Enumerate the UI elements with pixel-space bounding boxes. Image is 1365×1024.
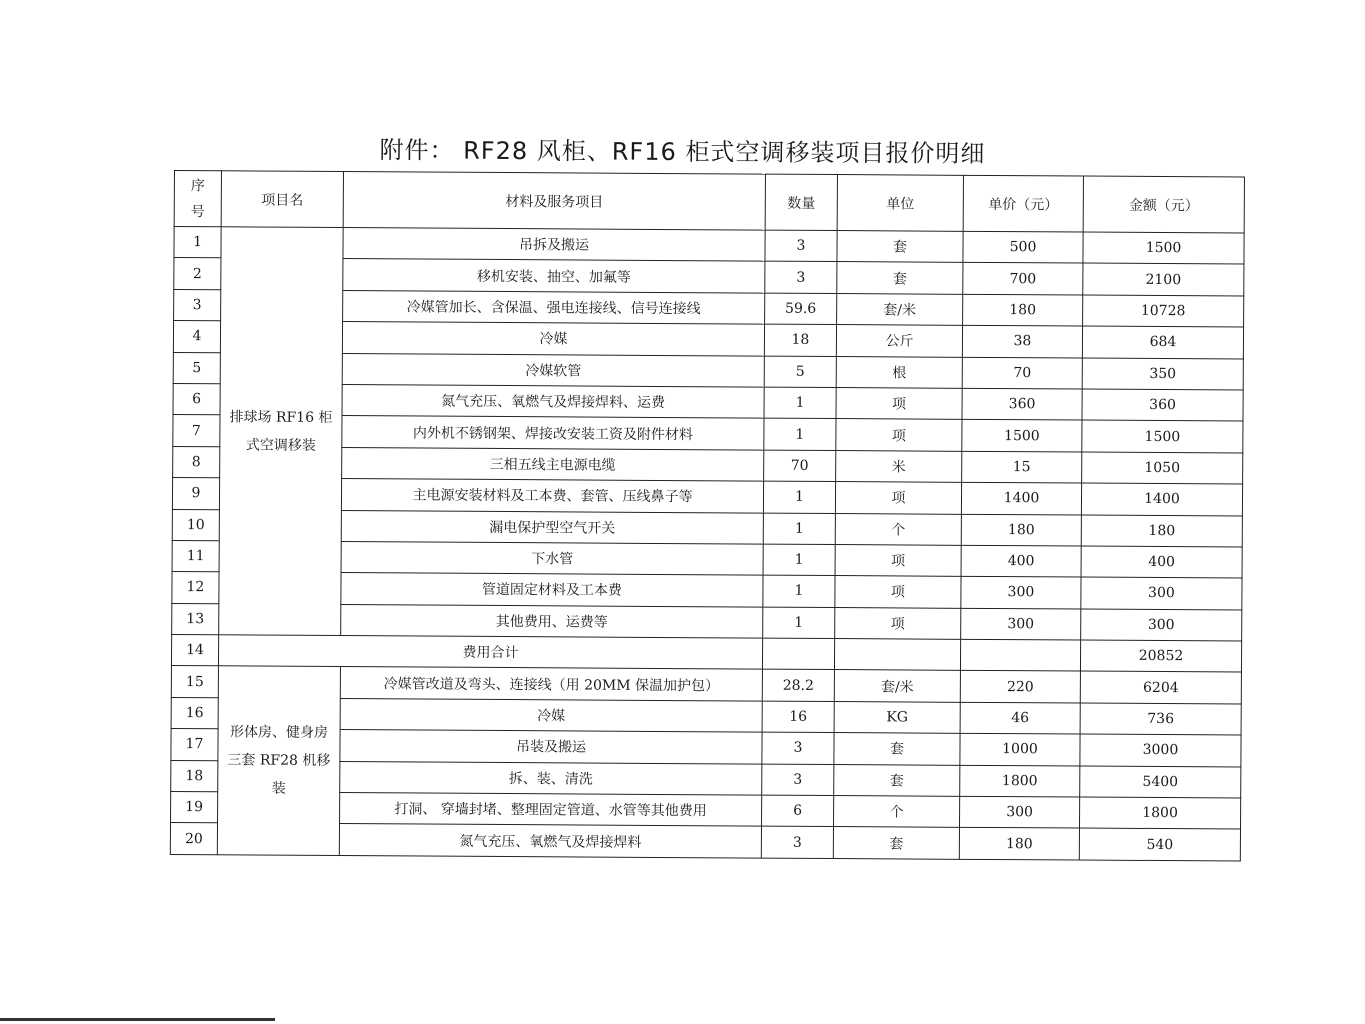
row-qty: 70	[764, 450, 836, 482]
row-unit: 套	[837, 231, 963, 263]
row-qty: 3	[761, 827, 833, 859]
row-price: 300	[961, 608, 1081, 640]
row-amount: 2100	[1083, 263, 1244, 295]
row-unit	[834, 639, 960, 671]
row-unit: 公斤	[836, 325, 962, 357]
header-qty: 数量	[765, 174, 837, 230]
row-qty: 1	[764, 387, 836, 419]
row-amount: 684	[1082, 326, 1243, 358]
row-price: 180	[961, 514, 1081, 546]
row-seq: 9	[172, 478, 219, 510]
header-row	[174, 171, 1244, 234]
row-amount: 540	[1079, 828, 1240, 860]
row-seq: 8	[173, 446, 220, 478]
row-price: 15	[962, 451, 1082, 483]
row-seq: 3	[174, 289, 221, 321]
row-price: 1400	[961, 482, 1081, 514]
group-label: 排球场 RF16 柜 式空调移装	[219, 227, 343, 636]
row-price: 46	[960, 702, 1080, 734]
row-seq: 7	[173, 415, 220, 447]
row-unit: 个	[835, 513, 961, 545]
row-amount: 1050	[1082, 452, 1243, 484]
row-price: 1000	[960, 734, 1080, 766]
row-amount: 1800	[1079, 797, 1240, 829]
row-amount: 10728	[1083, 295, 1244, 327]
row-qty: 3	[765, 230, 837, 262]
row-qty: 28.2	[762, 670, 834, 702]
row-amount: 400	[1081, 546, 1242, 578]
row-qty: 1	[763, 544, 835, 576]
row-seq: 17	[171, 729, 218, 761]
row-unit: 项	[836, 388, 962, 420]
row-price: 300	[961, 577, 1081, 609]
total-label: 费用合计	[218, 635, 762, 670]
row-amount: 1500	[1082, 420, 1243, 452]
row-item: 主电源安装材料及工本费、套管、压线鼻子等	[341, 479, 763, 513]
header-project: 项目名	[221, 171, 343, 228]
row-seq: 1	[174, 227, 221, 259]
row-price: 300	[959, 796, 1079, 828]
row-amount: 300	[1081, 577, 1242, 609]
row-seq: 19	[171, 792, 218, 824]
row-item: 下水管	[341, 541, 763, 575]
row-amount: 180	[1081, 515, 1242, 547]
row-price: 360	[962, 388, 1082, 420]
row-amount: 6204	[1080, 672, 1241, 704]
row-qty: 1	[763, 513, 835, 545]
row-item: 冷媒软管	[342, 353, 764, 387]
row-amount: 360	[1082, 389, 1243, 421]
row-qty: 3	[762, 764, 834, 796]
header-seq: 序 号	[174, 171, 221, 227]
row-item: 冷媒管加长、含保温、强电连接线、信号连接线	[343, 290, 765, 324]
row-amount: 300	[1081, 609, 1242, 641]
row-price: 400	[961, 545, 1081, 577]
row-price: 220	[960, 671, 1080, 703]
row-seq: 18	[171, 760, 218, 792]
scan-edge	[0, 1018, 275, 1021]
row-item: 吊拆及搬运	[343, 228, 765, 262]
row-unit: 套	[834, 733, 960, 765]
row-item: 冷媒	[340, 698, 762, 732]
table-row	[174, 227, 1244, 265]
row-unit: 项	[835, 607, 961, 639]
header-unit: 单位	[837, 175, 963, 232]
row-unit: 套	[834, 764, 960, 796]
row-qty: 1	[764, 418, 836, 450]
row-price: 180	[963, 294, 1083, 326]
row-qty	[762, 638, 834, 670]
row-unit: KG	[834, 701, 960, 733]
row-amount: 350	[1082, 358, 1243, 390]
row-item: 吊装及搬运	[340, 730, 762, 764]
row-seq: 5	[173, 352, 220, 384]
row-amount: 736	[1080, 703, 1241, 735]
row-item: 漏电保护型空气开关	[341, 510, 763, 544]
row-item: 打洞、 穿墙封堵、整理固定管道、水管等其他费用	[340, 793, 762, 827]
row-amount: 3000	[1080, 734, 1241, 766]
row-unit: 根	[836, 356, 962, 388]
row-amount: 1500	[1083, 232, 1244, 264]
row-unit: 项	[835, 482, 961, 514]
row-amount: 20852	[1080, 640, 1241, 672]
row-qty: 3	[762, 732, 834, 764]
header-item: 材料及服务项目	[343, 172, 765, 231]
row-seq: 10	[172, 509, 219, 541]
row-item: 冷媒管改道及弯头、连接线（用 20MM 保温加护包）	[340, 667, 762, 701]
row-price: 500	[963, 231, 1083, 263]
row-seq: 14	[171, 635, 218, 667]
row-seq: 2	[174, 258, 221, 290]
row-item: 氮气充压、氧燃气及焊接焊料	[339, 824, 761, 858]
quote-table	[170, 170, 1245, 861]
header-price: 单价（元）	[963, 175, 1083, 232]
row-qty: 6	[762, 795, 834, 827]
row-unit: 项	[836, 419, 962, 451]
row-seq: 6	[173, 383, 220, 415]
table-row	[171, 666, 1241, 704]
row-seq: 20	[170, 823, 217, 855]
row-qty: 1	[763, 481, 835, 513]
row-seq: 4	[173, 321, 220, 353]
row-unit: 套	[833, 827, 959, 859]
row-qty: 59.6	[765, 293, 837, 325]
row-price: 1500	[962, 420, 1082, 452]
row-price: 1800	[960, 765, 1080, 797]
row-amount: 1400	[1081, 483, 1242, 515]
row-price: 180	[959, 828, 1079, 860]
row-seq: 12	[172, 572, 219, 604]
row-price: 700	[963, 263, 1083, 295]
row-price	[960, 639, 1080, 671]
row-unit: 米	[836, 450, 962, 482]
row-seq: 16	[171, 697, 218, 729]
row-qty: 18	[764, 324, 836, 356]
row-qty: 16	[762, 701, 834, 733]
row-amount: 5400	[1080, 766, 1241, 798]
row-unit: 个	[833, 796, 959, 828]
row-qty: 1	[763, 607, 835, 639]
row-qty: 1	[763, 575, 835, 607]
row-seq: 15	[171, 666, 218, 698]
row-seq: 11	[172, 540, 219, 572]
row-item: 其他费用、运费等	[341, 604, 763, 638]
row-unit: 套	[837, 262, 963, 294]
row-item: 冷媒	[342, 322, 764, 356]
row-unit: 套/米	[834, 670, 960, 702]
row-price: 70	[962, 357, 1082, 389]
row-item: 三相五线主电源电缆	[342, 447, 764, 481]
group-label: 形体房、健身房 三套 RF28 机移 装	[217, 666, 340, 855]
row-unit: 项	[835, 576, 961, 608]
row-seq: 13	[172, 603, 219, 635]
row-item: 移机安装、抽空、加氟等	[343, 259, 765, 293]
page-title: 附件： RF28 风柜、RF16 柜式空调移装项目报价明细	[379, 136, 986, 168]
row-qty: 3	[765, 262, 837, 294]
row-item: 氮气充压、氧燃气及焊接焊料、运费	[342, 384, 764, 418]
row-qty: 5	[764, 356, 836, 388]
row-unit: 套/米	[837, 293, 963, 325]
row-price: 38	[962, 325, 1082, 357]
table-body	[170, 227, 1244, 861]
row-unit: 项	[835, 544, 961, 576]
row-item: 拆、装、清洗	[340, 761, 762, 795]
row-item: 管道固定材料及工本费	[341, 573, 763, 607]
header-amount: 金额（元）	[1083, 176, 1244, 233]
row-item: 内外机不锈钢架、焊接改安装工资及附件材料	[342, 416, 764, 450]
